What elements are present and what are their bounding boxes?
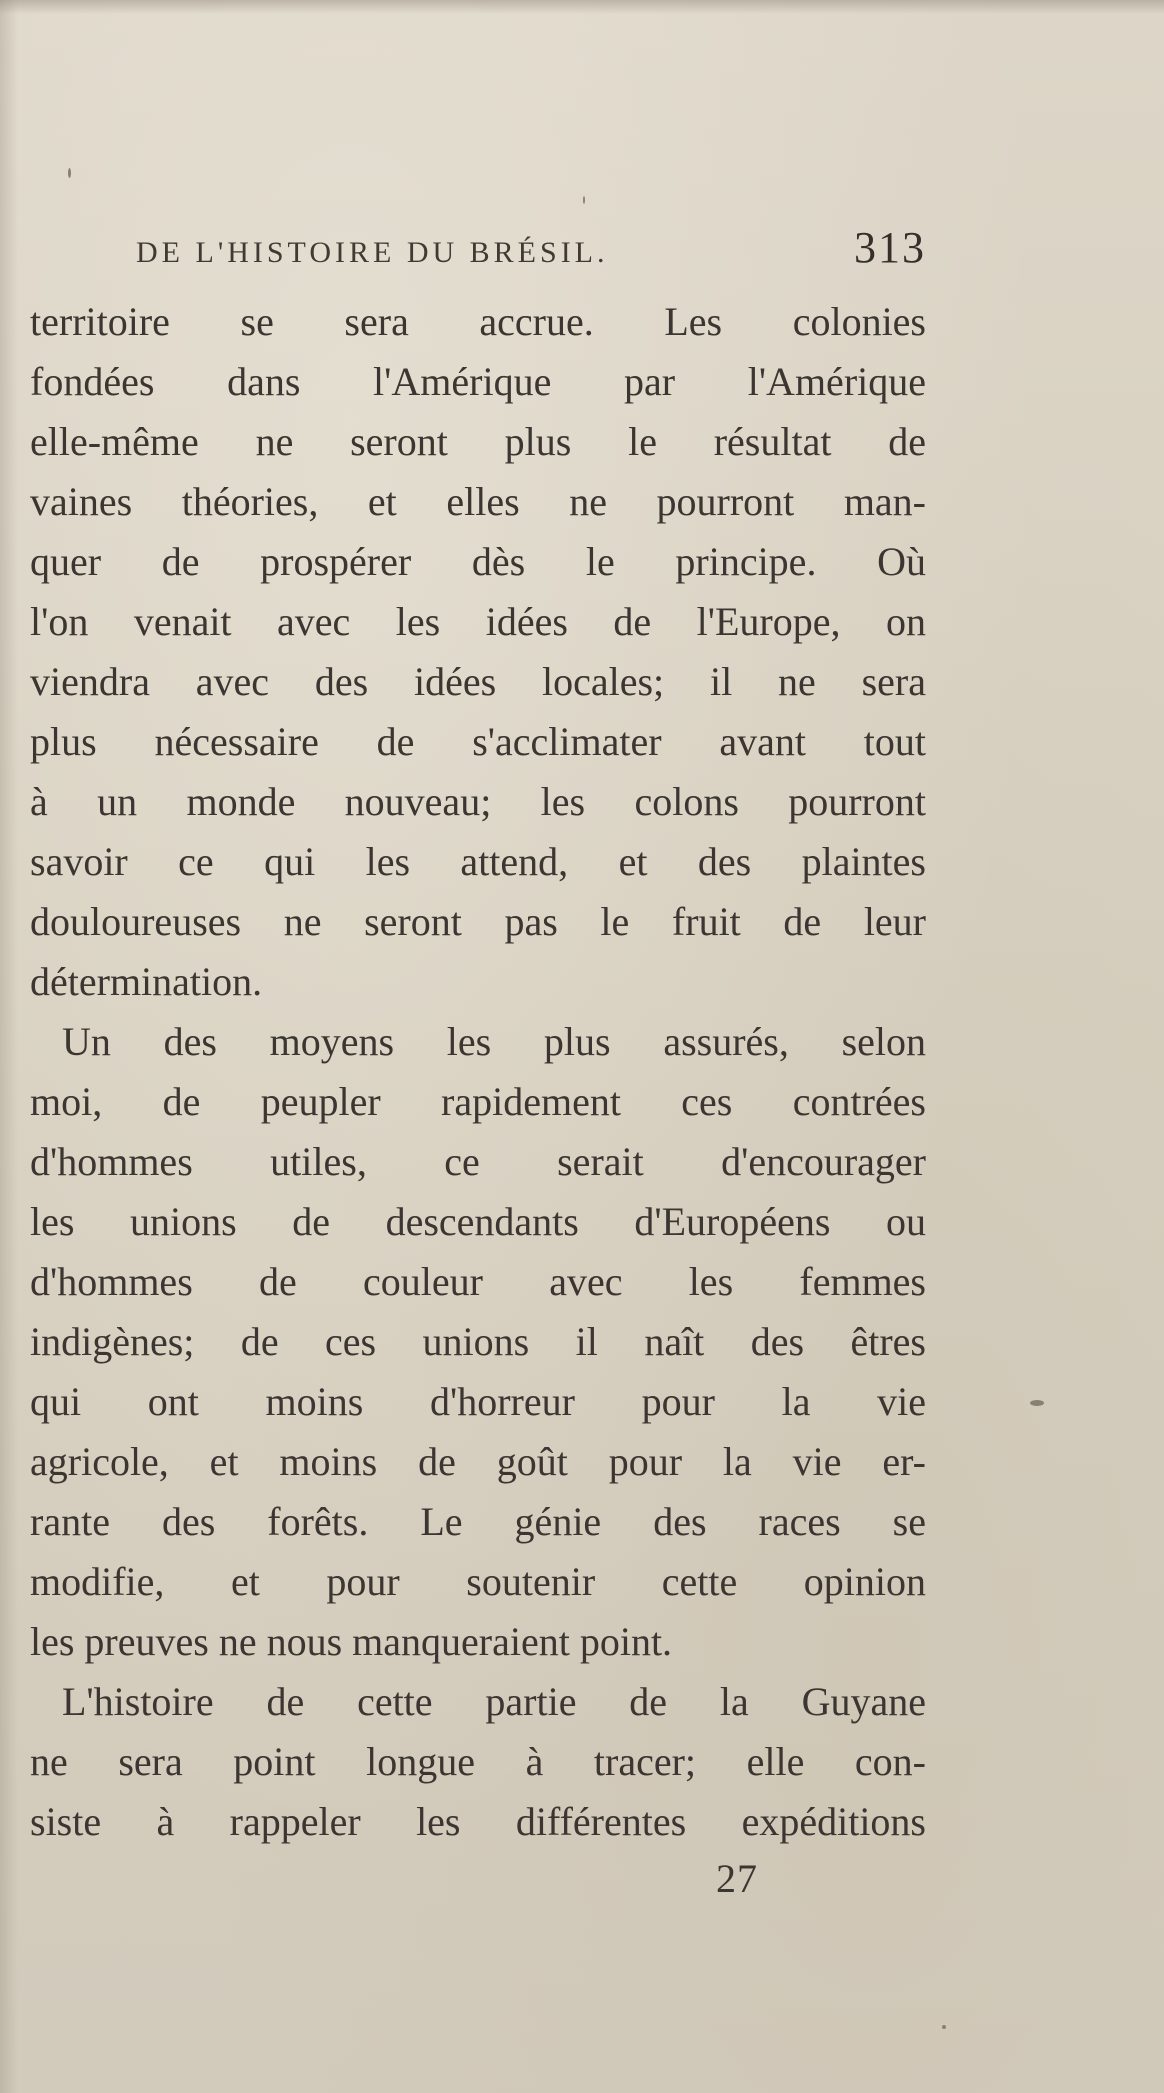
paper-speck: [583, 196, 585, 204]
body-text: [30, 292, 926, 1852]
text-line: à un monde nouveau; les colons pourront: [30, 779, 926, 824]
text-line: fondées dans l'Amérique par l'Amérique: [30, 359, 926, 404]
running-head: [136, 222, 926, 282]
page-gutter-shadow: [0, 0, 18, 2093]
text-line: savoir ce qui les attend, et des plaintes: [30, 839, 926, 884]
text-line: d'hommes de couleur avec les femmes: [30, 1259, 926, 1304]
text-line-paragraph-end: détermination.: [30, 959, 263, 1004]
text-line: agricole, et moins de goût pour la vie er-: [30, 1439, 926, 1484]
page-top-shadow: [0, 0, 1164, 14]
text-line: d'hommes utiles, ce serait d'encourager: [30, 1139, 926, 1184]
running-head-title: DE L'HISTOIRE DU BRÉSIL.: [136, 236, 609, 269]
text-line: territoire se sera accrue. Les colonies: [30, 299, 926, 344]
text-line: vaines théories, et elles ne pourront man-: [30, 479, 926, 524]
paper-speck: [68, 168, 71, 178]
text-line-paragraph-start: L'histoire de cette partie de la Guyane: [62, 1679, 926, 1724]
text-line: siste à rappeler les différentes expéditions: [30, 1799, 926, 1844]
signature-mark: 27: [716, 1856, 758, 1901]
text-line: ne sera point longue à tracer; elle con-: [30, 1739, 926, 1784]
text-line: l'on venait avec les idées de l'Europe, on: [30, 599, 926, 644]
text-line: quer de prospérer dès le principe. Où: [30, 539, 926, 584]
text-line: plus nécessaire de s'acclimater avant tout: [30, 719, 926, 764]
text-line: rante des forêts. Le génie des races se: [30, 1499, 926, 1544]
text-line: elle-même ne seront plus le résultat de: [30, 419, 926, 464]
text-line-paragraph-start: Un des moyens les plus assurés, selon: [62, 1019, 926, 1064]
paper-speck: [942, 2025, 946, 2029]
page-number: 313: [854, 223, 926, 272]
text-line: modifie, et pour soutenir cette opinion: [30, 1559, 926, 1604]
text-line: douloureuses ne seront pas le fruit de leur: [30, 899, 926, 944]
text-line: les unions de descendants d'Européens ou: [30, 1199, 926, 1244]
text-line-paragraph-end: les preuves ne nous manqueraient point.: [30, 1619, 673, 1664]
paper-speck: [1030, 1400, 1044, 1406]
text-line: qui ont moins d'horreur pour la vie: [30, 1379, 926, 1424]
text-line: moi, de peupler rapidement ces contrées: [30, 1079, 926, 1124]
text-line: viendra avec des idées locales; il ne sera: [30, 659, 926, 704]
text-line: indigènes; de ces unions il naît des êtres: [30, 1319, 926, 1364]
